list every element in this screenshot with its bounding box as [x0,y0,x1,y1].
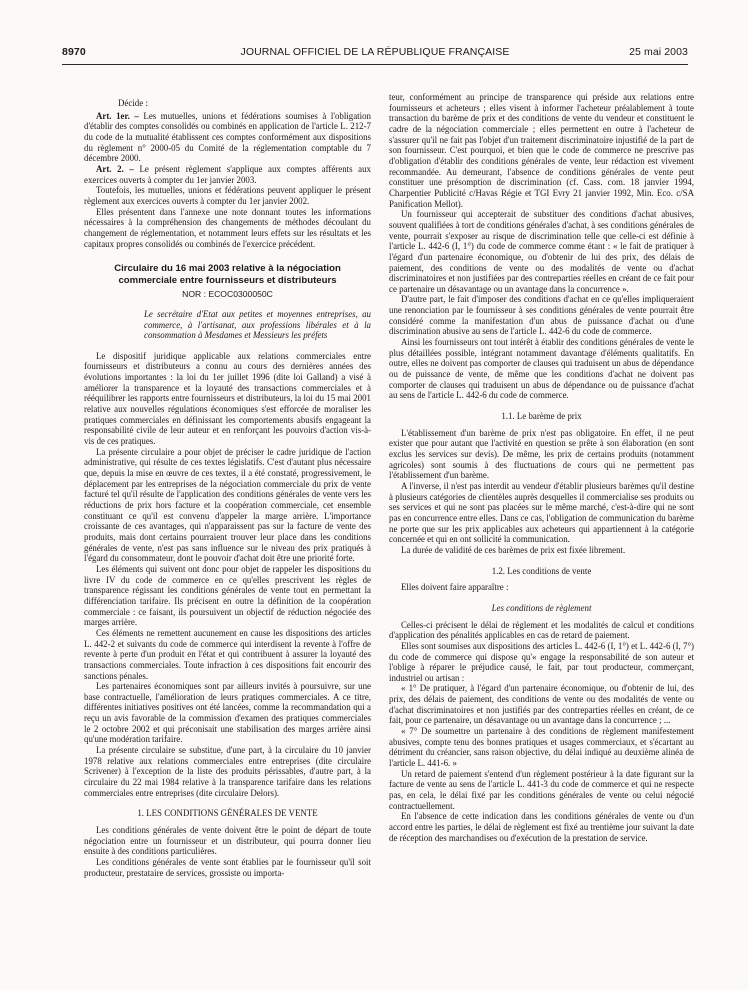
left-paragraph-3: Les éléments qui suivent ont donc pour objet de rappeler les dispositions du livre IV du code de commerce en ce qu'elles prescrivent les règles de transparence régissant les conditions générales de vente tout en permettant la différenciation tarifaire. Ils précisent en outre la définition de la coopération commerciale : ce faisant, ils poursuivent un objectif de réduction négociée des marges arrière. [84,563,371,628]
paragraph-toutefois: Toutefois, les mutuelles, unions et fédérations peuvent appliquer le présent règlement aux exercices ouverts à compter du 1er janvier 2002. [84,185,371,206]
nor-reference: NOR : ECOC0300050C [182,289,273,300]
right-paragraph-11: « 1° De pratiquer, à l'égard d'un partenaire économique, ou d'obtenir de lui, des prix, des délais de paiement, des conditions de vente ou des modalités de vente ou d'achat discriminatoires et non justifiés par des contreparties réelles en créant, de ce fait, pour ce partenaire, un désavantage ou un avantage dans la concurrence ; ... [389,683,694,726]
right-paragraph-8: Elles doivent faire apparaître : [401,582,509,593]
left-paragraph-6: La présente circulaire se substitue, d'une part, à la circulaire du 10 janvier 1978 relative aux relations commerciales entre entreprises (dite circulaire Scrivener) à l'exception de la liste des produits périssables, d'autre part, à la circulaire du 22 mai 1984 relative à la transparence tarifaire dans les relations commerciales entre entreprises (dite circulaire Delors). [84,745,371,798]
right-column [389,92,694,843]
right-paragraph-5: L'établissement d'un barème de prix n'est pas obligatoire. En effet, il ne peut exister que pour autant que l'activité en question se prête à son élaboration (en sont exclus les services sur devis). De même, les prix de certains produits (notamment agricoles) sont soumis à des fluctuations de cours qui ne permettent pas l'établissement d'un barème. [389,427,694,481]
article-1-label: Art. 1er. – [96,110,139,121]
circular-addressee: Le secrétaire d'Etat aux petites et moyennes entreprises, au commerce, à l'artisanat, aux professions libérales et à la consommation à Mesdames et Messieurs les préfets [144,308,371,341]
right-paragraph-12: « 7° De soumettre un partenaire à des conditions de règlement manifestement abusives, compte tenu des bonnes pratiques et usages commerciaux, et s'écartant au détriment du créancier, sans raison objective, du délai indiqué au deuxième alinéa de l'article L. 441-6. » [389,726,694,769]
section-1-heading: 1. LES CONDITIONS GÉNÉRALES DE VENTE [137,808,318,819]
right-paragraph-6: A l'inverse, il n'est pas interdit au vendeur d'établir plusieurs barèmes qu'il destine à plusieurs catégories de clientèles auprès desquelles il commercialise ses produits ou ses services et qui ne sont pas placées sur le même marché, c'est-à-dire qui ne sont pas en concurrence entre elles. Dans ce cas, l'obligation de communication du barème ne porte que sur les prix applicables aux acheteurs qui appartiennent à la catégorie concernée et qui en ont sollicité la communication. [389,480,694,545]
article-2 [84,164,371,185]
right-paragraph-7: La durée de validité de ces barèmes de prix est fixée librement. [401,544,626,555]
article-2-text: Le présent règlement s'applique aux comptes afférents aux exercices ouverts à compter du 1er janvier 2003. [84,163,371,185]
left-column [84,98,371,878]
circular-title: Circulaire du 16 mai 2003 relative à la négociation commerciale entre fournisseurs et distributeurs [114,263,341,286]
right-paragraph-13: Un retard de paiement s'entend d'un règlement postérieur à la date figurant sur la facture de vente au sens de l'article L. 441-3 du code de commerce et qui ne respecte pas, en cela, le délai fixé par les conditions générales de vente ou celui négocié contractuellement. [389,768,694,811]
page-number: 8970 [62,46,86,58]
conditions-reglement-subheading: Les conditions de règlement [491,602,592,613]
article-1 [84,111,371,164]
right-paragraph-1: teur, conformément au principe de transparence qui préside aux relations entre fournisseurs et acheteurs ; elles visent à informer l'acheteur préalablement à toute transaction du barème de prix et des conditions de vente du vendeur et constituent le cadre de la négociation commerciale ; elles permettent en outre à l'acheteur de s'assurer qu'il ne fait pas l'objet d'un traitement discriminatoire injustifié de la part de son fournisseur. C'est pourquoi, et bien que le code de commerce ne prescrive pas d'obligation d'établir des conditions générales de vente, leur rédaction est vivement recommandée. Au demeurant, l'absence de conditions générales de vente peut constituer une présomption de discrimination (cf. Cass. com. 18 janvier 1994, Charpentier Publicité c/Havas Régie et TGI Evry 21 janvier 1992, Min. Eco. c/SA Panification Mellot). [389,92,694,209]
right-paragraph-10: Elles sont soumises aux dispositions des articles L. 442-6 (I, 1°) et L. 442-6 (I, 7°) du code de commerce qui dispose qu'« engage la responsabilité de son auteur et l'oblige à réparer le préjudice causé, le fait, par tout producteur, commerçant, industriel ou artisan : [389,640,694,683]
right-paragraph-14: En l'absence de cette indication dans les conditions générales de vente ou d'un accord entre les parties, le délai de règlement est fixé au trentième jour suivant la date de réception des marchandises ou d'exécution de la prestation de service. [389,811,694,843]
paragraph-elles: Elles présentent dans l'annexe une note donnant toutes les informations nécessaires à la compréhension des changements de méthodes découlant du changement de réglementation, et notamment leurs effets sur les résultats et les capitaux propres consolidés ou combinés de l'exercice précédent. [84,206,371,249]
left-paragraph-4: Ces éléments ne remettent aucunement en cause les dispositions des articles L. 442-2 et suivants du code de commerce qui interdisent la revente à l'offre de revente à perte d'un produit en l'état et qui contribuent à assurer la loyauté des transactions commerciales. Toute infraction à ces dispositions fait encourir des sanctions pénales. [84,627,371,681]
section-1-1-text: 1.1. Le barème de prix [501,411,582,422]
page-header [62,46,688,62]
right-paragraph-9: Celles-ci précisent le délai de règlement et les modalités de calcul et conditions d'application des pénalités applicables en cas de retard de paiement. [389,619,694,641]
left-paragraph-2: La présente circulaire a pour objet de préciser le cadre juridique de l'action administrative, qui résulte de ces textes législatifs. C'est d'autant plus nécessaire que, depuis la mise en œuvre de ces textes, il a été constaté, progressivement, le déplacement par les entreprises de la négociation commerciale du prix de vente facturé tel qu'il résulte de l'application des conditions générales de vente vers les réductions de prix hors facture et la coopération commerciale, cet ensemble constituant ce qu'il est convenu d'appeler la marge arrière. L'importance croissante de ces avantages, qui n'apparaissent pas sur la facture de vente des produits, mais dont certains pourraient trouver leur place dans les conditions générales de vente, n'est pas sans influence sur le niveau des prix pratiqués à l'égard du consommateur, dont le pouvoir d'achat doit être une priorité forte. [84,446,371,564]
left-paragraph-5: Les partenaires économiques sont par ailleurs invités à poursuivre, sur une base contractuelle, l'amélioration de leurs pratiques commerciales. A ce titre, différentes initiatives positives ont été lancées, comme la recommandation qui a reçu un avis favorable de la commission d'examen des pratiques commerciales le 2 octobre 2002 et qui préconisait une stabilisation des marges arrière ainsi qu'une modération tarifaire. [84,681,371,745]
left-paragraph-7: Les conditions générales de vente doivent être le point de départ de toute négociation entre un fournisseur et un distributeur, qui pourra donner lieu ensuite à des conditions particulières. [84,825,371,857]
article-1-text: Les mutuelles, unions et fédérations soumises à l'obligation d'établir des comptes consolidés ou combinés en application de l'article L. 212-7 du code de la mutualité établissent ces comptes conformément aux dispositions du règlement n° 2000-05 du Comité de la réglementation comptable du 7 décembre 2000. [84,110,371,164]
right-paragraph-3: D'autre part, le fait d'imposer des conditions d'achat en ce qu'elles impliqueraient une renonciation par le fournisseur à ses conditions générales de vente pourrait être considéré comme la manifestation d'un abus de puissance d'achat ou d'une discrimination abusive au sens de l'article L. 442-6 du code de commerce. [389,294,694,337]
left-paragraph-1: Le dispositif juridique applicable aux relations commerciales entre fournisseurs et distributeurs a connu au cours des dernières années des évolutions importantes : la loi du 1er juillet 1996 (dite loi Galland) a visé à améliorer la transparence et la loyauté des transactions commerciales et à rééquilibrer les rapports entre fournisseurs et distributeurs, la loi du 15 mai 2001 relative aux nouvelles régulations économiques s'est efforcée de moraliser les pratiques commerciales en définissant les comportements abusifs engageant la responsabilité civile de leur auteur et en renforçant les pouvoirs d'action vis-à-vis de ces pratiques. [84,350,371,447]
article-2-label: Art. 2. – [96,163,134,174]
left-paragraph-8: Les conditions générales de vente sont établies par le fournisseur qu'il soit producteur, prestataire de services, grossiste ou importa- [84,857,371,878]
right-paragraph-4: Ainsi les fournisseurs ont tout intérêt à établir des conditions générales de vente le plus détaillées possible, intégrant notamment davantage d'éléments qualitatifs. En outre, elles ne doivent pas comporter de clauses qui traduisent un abus de dépendance ou de puissance de vente, de même que les conditions d'achat ne doivent pas comporter de clauses qui traduisent un abus de dépendance ou de puissance d'achat au sens de l'article L. 442-6 du code de commerce. [389,337,694,401]
section-1-2-heading: 1.2. Les conditions de vente [491,565,592,576]
publication-date: 25 mai 2003 [629,46,688,58]
decide-line: Décide : [118,98,148,108]
header-rule [62,64,688,65]
right-paragraph-2: Un fournisseur qui accepterait de substituer des conditions d'achat abusives, souvent qualifiées à tort de conditions générales d'achat, à ses conditions générales de vente, pourrait s'exposer au risque de discrimination telle que celle-ci est définie à l'article L. 442-6 (I, 1°) du code de commerce comme étant : « le fait de pratiquer à l'égard d'un partenaire économique, ou d'obtenir de lui des prix, des délais de paiement, des conditions de vente ou des modalités de vente ou d'achat discriminatoires et non justifiées par des contreparties réelles en créant de ce fait pour ce partenaire un désavantage ou un avantage dans la concurrence ». [389,209,694,294]
section-1-1-heading [389,411,694,422]
journal-title: JOURNAL OFFICIEL DE LA RÉPUBLIQUE FRANÇAISE [240,46,510,58]
